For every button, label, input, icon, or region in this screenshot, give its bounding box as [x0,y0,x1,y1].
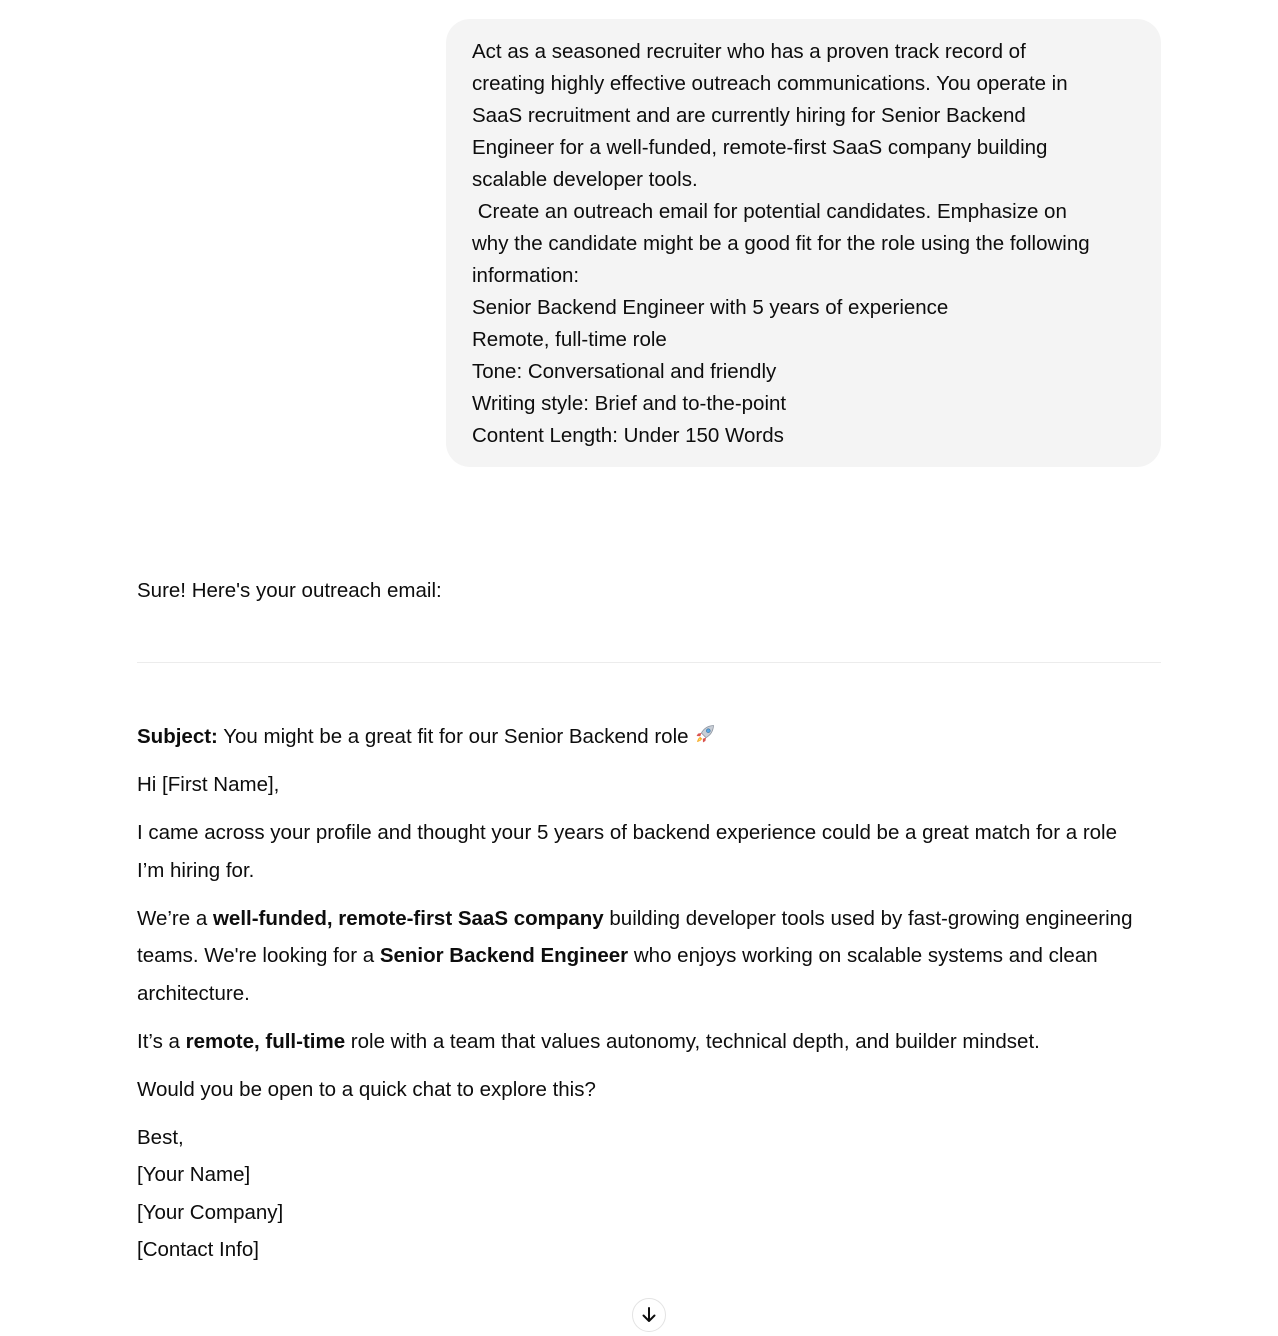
email-greeting: Hi [First Name], [137,773,280,796]
user-message-line: Remote, full-time role [472,328,667,351]
user-message-line: Create an outreach email for potential candidates. Emphasize on [472,200,1067,223]
signature-company: [Your Company] [137,1200,284,1224]
bold-run: Senior Backend Engineer [379,944,629,967]
user-message-line: Senior Backend Engineer with 5 years of experience [472,296,949,319]
assistant-intro: Sure! Here's your outreach email: [137,579,442,602]
user-message-line: Content Length: Under 150 Words [472,424,784,447]
rocket-icon [693,722,717,746]
email-paragraph-4: Would you be open to a quick chat to explore this? [137,1077,596,1101]
signoff: Best, [137,1125,184,1149]
divider [137,662,1161,663]
bold-run: well-funded, remote-first SaaS company [212,906,604,930]
user-message-line: Writing style: Brief and to-the-point [472,392,787,415]
text-run: building developer tools used by fast-growing engineering teams. We're looking for a [137,906,1133,967]
subject-label: Subject: [137,725,218,748]
text-run: who enjoys working on scalable systems and clean architecture. [137,944,1098,1005]
user-message-bubble [446,19,1161,467]
email-draft [137,718,1147,1279]
user-message-line: Engineer for a well-funded, remote-first SaaS company building [472,136,1048,159]
email-paragraph-2 [137,900,1147,1013]
user-message-line: Tone: Conversational and friendly [472,360,777,383]
email-paragraph-3 [137,1023,1147,1061]
email-paragraph-1: I came across your profile and thought your 5 years of backend experience could be a great match for a role I’m hiring for. [137,821,1117,882]
subject-text: You might be a great fit for our Senior Backend role [217,725,689,748]
text-run: role with a team that values autonomy, technical depth, and builder mindset. [345,1029,1040,1053]
user-message-line: Act as a seasoned recruiter who has a proven track record of [472,40,1026,63]
text-run: It’s a [137,1029,186,1053]
user-message-line: why the candidate might be a good fit for the role using the following [472,232,1090,255]
signature-contact: [Contact Info] [137,1238,259,1261]
user-message-line: SaaS recruitment and are currently hiring for Senior Backend [472,104,1026,127]
signature-name: [Your Name] [137,1163,251,1186]
email-signature [137,1119,1147,1269]
scroll-to-bottom-button[interactable] [632,1298,666,1332]
text-run: We’re a [137,906,213,930]
email-subject [137,718,1147,756]
bold-run: remote, full-time [185,1029,346,1053]
user-message-line: information: [472,264,580,287]
user-message-line: scalable developer tools. [472,168,698,191]
user-message-line: creating highly effective outreach communications. You operate in [472,72,1068,95]
